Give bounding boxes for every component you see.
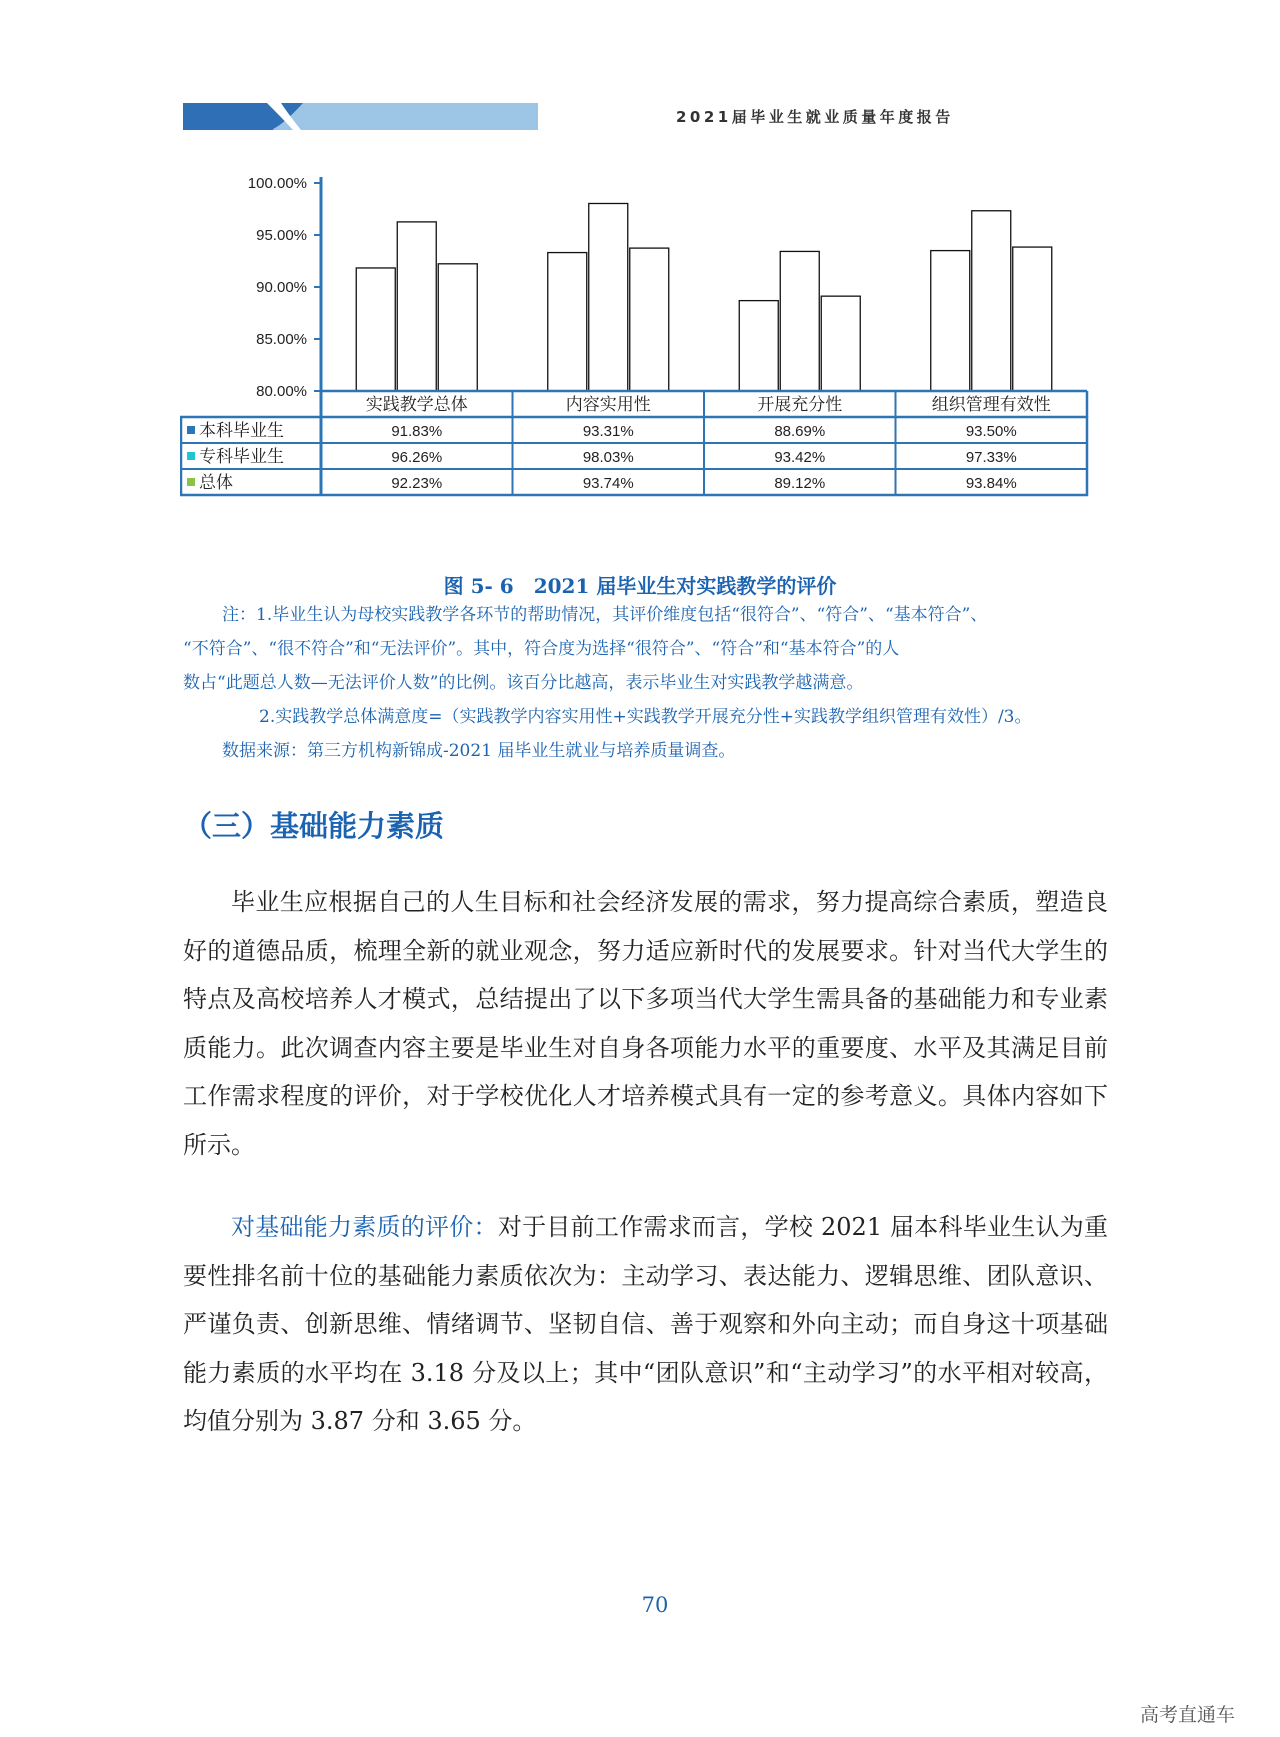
data-label: 92.23% [391,475,443,492]
note-1-line-2: “不符合”、“很不符合”和“无法评价”。其中，符合度为选择“很符合”、“符合”和“基本符合”的人 [183,639,900,659]
category-label: 内容实用性 [565,395,651,415]
paragraph-lead: 对基础能力素质的评价： [231,1213,498,1241]
bar-本科毕业生-内容实用性 [548,253,587,391]
series-label: 专科毕业生 [199,447,284,467]
bar-总体-组织管理有效性 [1013,247,1052,391]
bar-chart [180,170,1090,515]
table-border [181,417,1087,495]
bar-专科毕业生-内容实用性 [589,203,628,391]
series-label: 总体 [199,473,233,493]
body-paragraph-2 [183,1203,1108,1446]
legend-swatch-本科毕业生 [187,426,195,434]
y-tick-label: 95.00% [256,227,307,244]
data-label: 97.33% [965,449,1017,466]
note-1-line-1: 注：1.毕业生认为母校实践教学各环节的帮助情况，其评价维度包括“很符合”、“符合”、“基本符合”、 [222,605,988,625]
bar-总体-实践教学总体 [438,264,477,391]
category-label: 实践教学总体 [365,395,468,415]
note-1-line-3: 数占“此题总人数—无法评价人数”的比例。该百分比越高，表示毕业生对实践教学越满意。 [183,673,864,693]
category-label: 组织管理有效性 [931,395,1051,415]
body-paragraph-1: 毕业生应根据自己的人生目标和社会经济发展的需求，努力提高综合素质，塑造良好的道德品质，梳理全新的就业观念，努力适应新时代的发展要求。针对当代大学生的特点及高校培养人才模式，总结提出了以下多项当代大学生需具备的基础能力和专业素质能力。此次调查内容主要是毕业生对自身各项能力水平的重要度、水平及其满足目前工作需求程度的评价，对于学校优化人才培养模式具有一定的参考意义。具体内容如下所示。 [183,888,1108,1159]
data-label: 93.74% [582,475,634,492]
data-label: 88.69% [774,423,826,440]
figure-caption: 图 5- 6 2021 届毕业生对实践教学的评价 [443,574,837,598]
data-label: 96.26% [391,449,443,466]
bar-总体-开展充分性 [821,296,860,391]
bar-专科毕业生-实践教学总体 [397,222,436,391]
bar-本科毕业生-实践教学总体 [356,268,395,391]
data-label: 93.50% [965,423,1017,440]
y-tick-label: 100.00% [247,175,307,192]
data-label: 91.83% [391,423,443,440]
section-title: （三）基础能力素质 [183,809,445,843]
legend-swatch-专科毕业生 [187,452,195,460]
category-label: 开展充分性 [757,395,843,415]
data-label: 93.42% [774,449,826,466]
y-tick-label: 90.00% [256,279,307,296]
data-label: 89.12% [774,475,826,492]
bar-本科毕业生-开展充分性 [739,301,778,391]
data-label: 93.31% [582,423,634,440]
bar-总体-内容实用性 [630,248,669,391]
bar-专科毕业生-组织管理有效性 [972,211,1011,391]
data-label: 93.84% [965,475,1017,492]
paragraph-text: 对于目前工作需求而言，学校 2021 届本科毕业生认为重要性排名前十位的基础能力素质依次为：主动学习、表达能力、逻辑思维、团队意识、严谨负责、创新思维、情绪调节、坚韧自信、善于观察和外向主动；而自身这十项基础能力素质的水平均在 3.18 分及以上；其中“团队意识”和“主动学习”的水平相对较高，均值分别为 3.87 分和 3.65 分。 [183,1213,1109,1435]
bar-专科毕业生-开展充分性 [780,251,819,391]
y-tick-label: 80.00% [256,383,307,400]
legend-swatch-总体 [187,478,195,486]
data-label: 98.03% [582,449,634,466]
page-number: 70 [641,1593,669,1617]
series-label: 本科毕业生 [199,421,284,441]
y-tick-label: 85.00% [256,331,307,348]
header-title: 2021届毕业生就业质量年度报告 [676,108,954,126]
note-2: 2.实践教学总体满意度=（实践教学内容实用性+实践教学开展充分性+实践教学组织管理有效性）/3。 [259,707,1032,727]
watermark: 高考直通车 [1140,1704,1236,1726]
bar-本科毕业生-组织管理有效性 [931,251,970,391]
header-logo-bar [183,103,538,130]
data-source: 数据来源：第三方机构新锦成-2021 届毕业生就业与培养质量调查。 [222,741,736,761]
